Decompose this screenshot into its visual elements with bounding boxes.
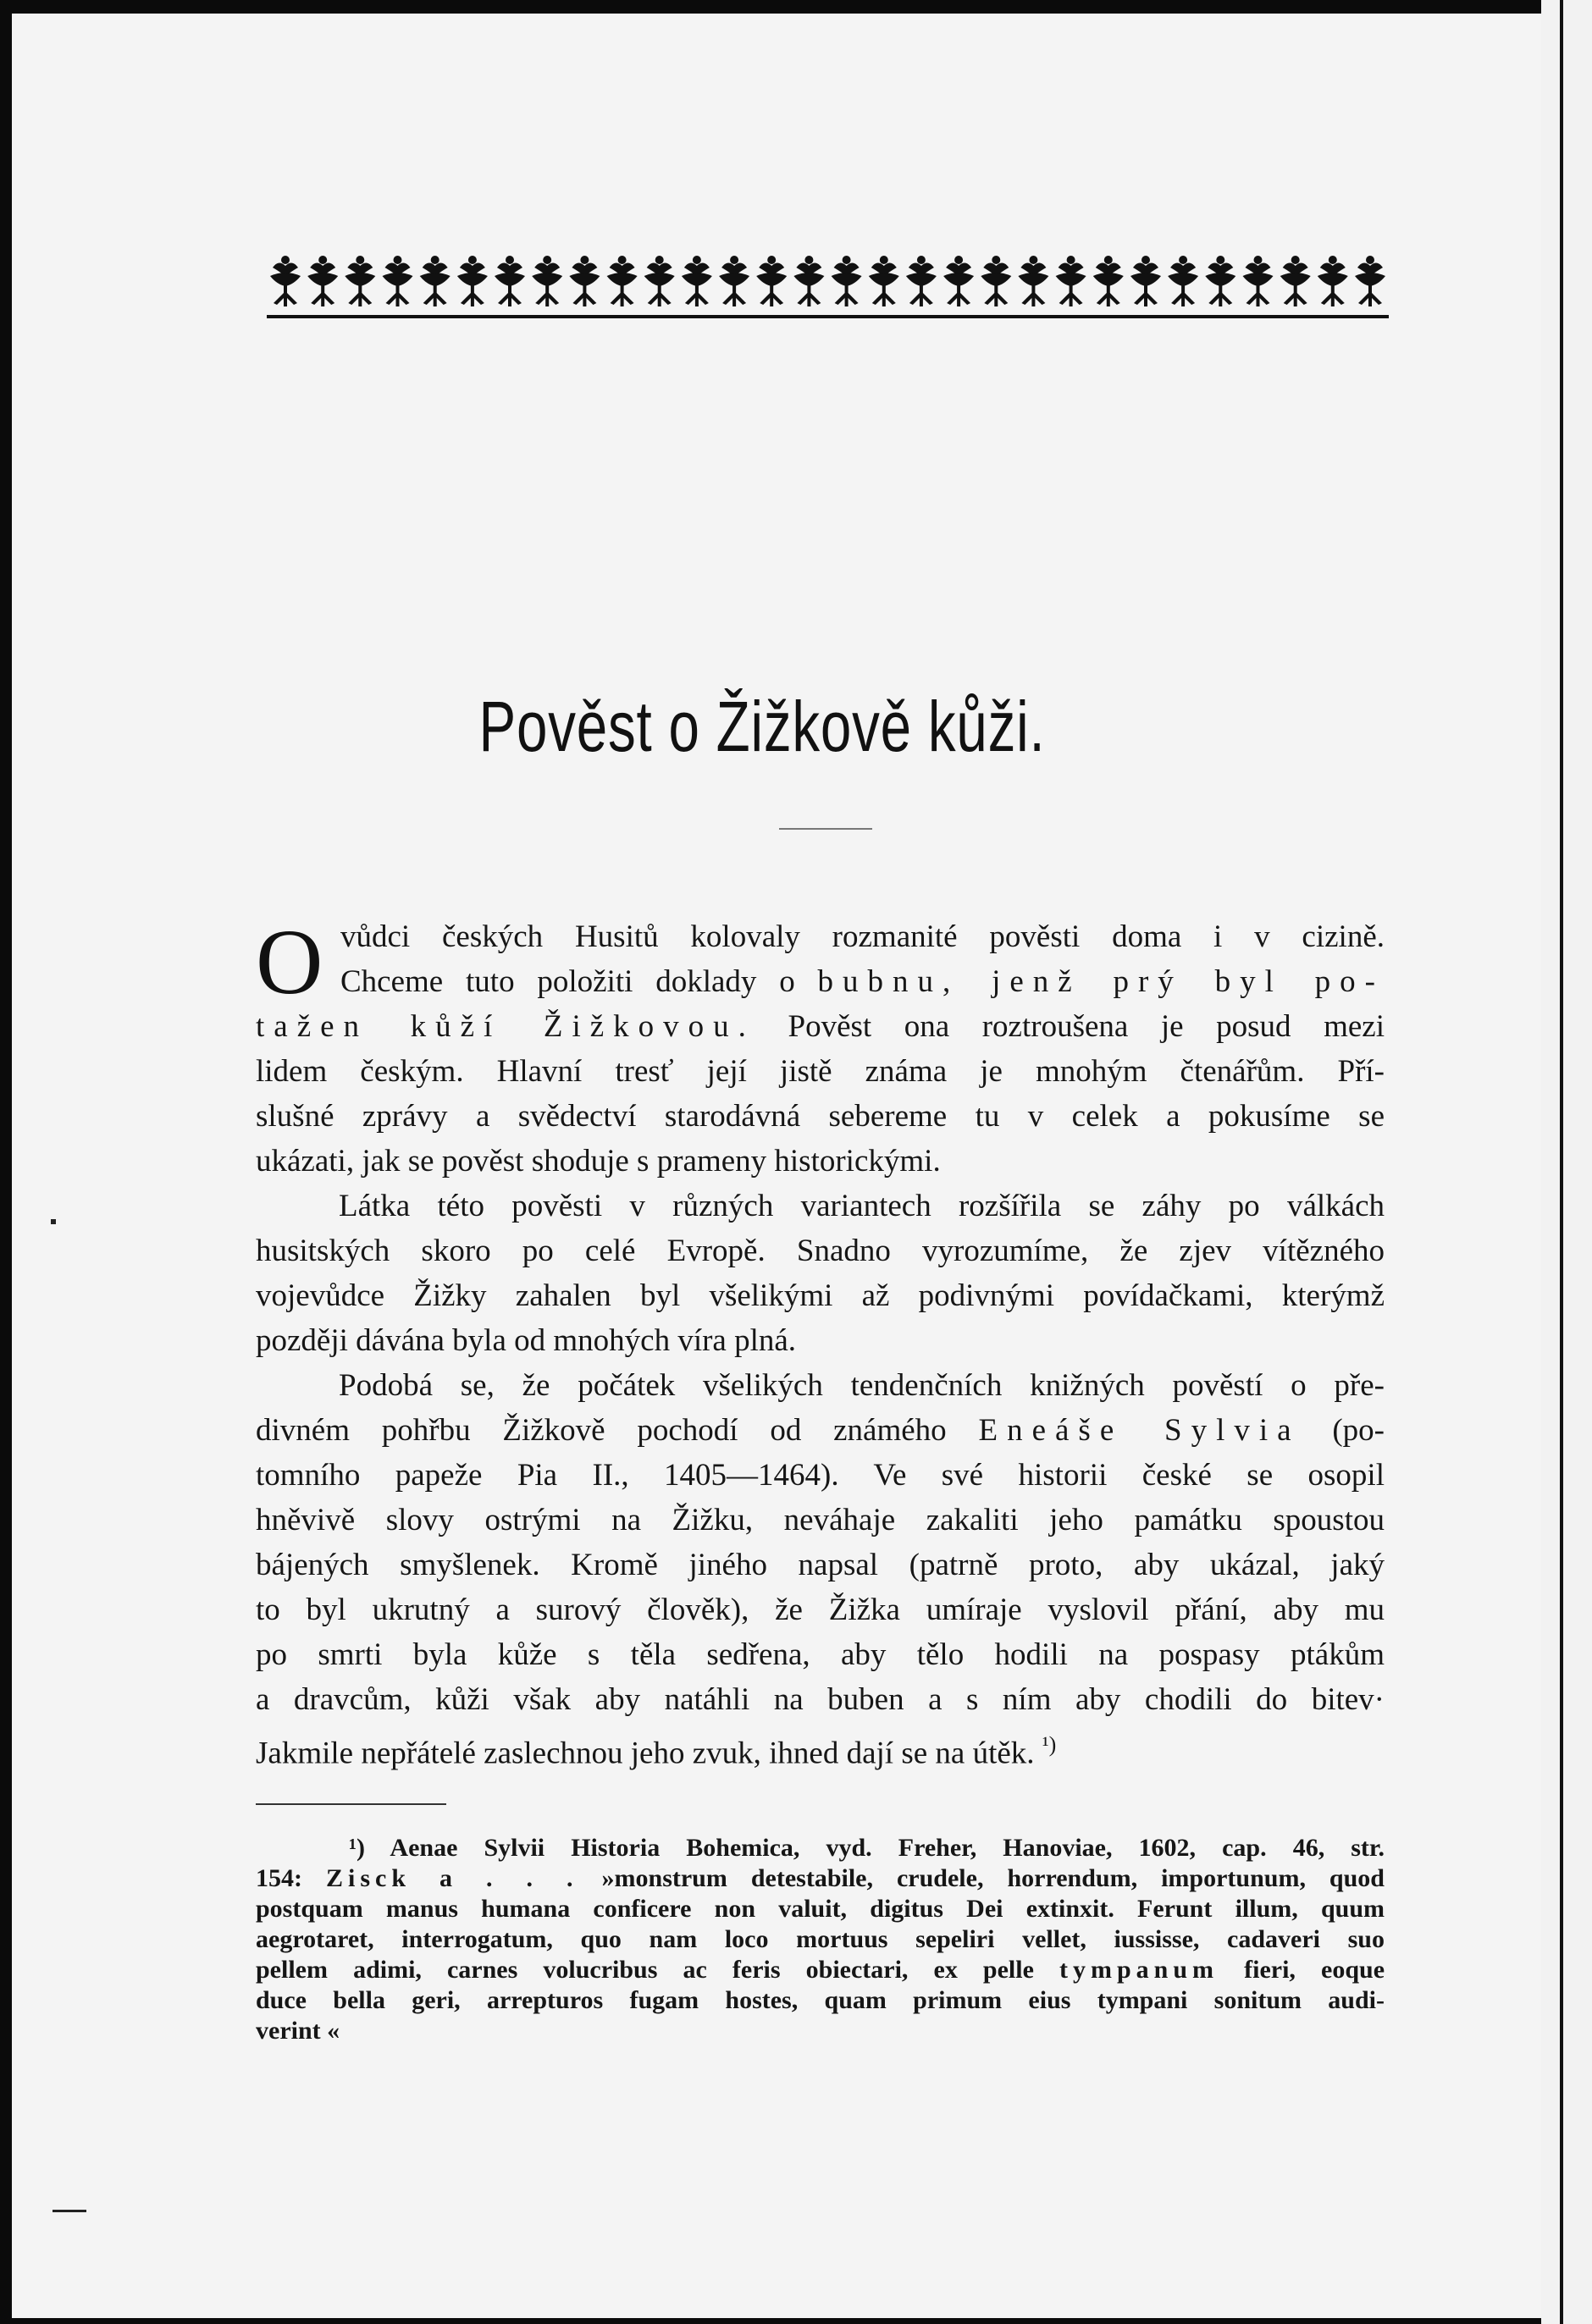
text-line: tomního papeže Pia II., 1405—1464). Ve své historii české se osopil xyxy=(256,1458,1385,1493)
text-line: ukázati, jak se pověst shoduje s prameny historickými. xyxy=(256,1144,941,1179)
spaced-text: Eneáše Sylvia xyxy=(978,1413,1301,1448)
ornament-flower xyxy=(1168,256,1198,306)
ornament-flower xyxy=(1093,256,1124,306)
ornament-flower xyxy=(607,256,638,306)
text-line: po smrti byla kůže s těla sedřena, aby tělo hodili na pospasy ptákům xyxy=(256,1637,1385,1672)
text-line: hněvivě slovy ostrými na Žižku, neváhaje zakaliti jeho památku spoustou xyxy=(256,1503,1385,1537)
ornament-flower xyxy=(457,256,488,306)
ornament-flower xyxy=(1130,256,1161,306)
ornament-flower xyxy=(644,256,675,306)
text-run: divném pohřbu Žižkově pochodí od známého xyxy=(256,1413,947,1448)
ornament-flower xyxy=(532,256,562,306)
ornament-flower xyxy=(383,256,413,306)
spaced-text: tažen kůží Žižkovou. xyxy=(256,1009,755,1044)
ornament-flower xyxy=(1243,256,1274,306)
ornament-flower xyxy=(869,256,899,306)
footnote-line xyxy=(256,1863,1385,1894)
text-line: později dávána byla od mnohých víra plná. xyxy=(256,1323,797,1358)
ornament-flower xyxy=(756,256,787,306)
text-run: fieri, eoque xyxy=(1244,1956,1385,1984)
ornament-border xyxy=(267,244,1389,320)
drop-cap: O xyxy=(256,910,323,1013)
paragraph-2 xyxy=(256,1184,1385,1363)
footnote-line xyxy=(256,1955,1385,1985)
text-line: Látka této pověsti v různých variantech rozšířila se záhy po válkách xyxy=(339,1189,1385,1223)
ornament-flower xyxy=(1056,256,1086,306)
ornament-flower xyxy=(1280,256,1311,306)
ornament-flower xyxy=(307,256,338,306)
ornament-flower xyxy=(345,256,375,306)
spaced-text: Zisck a . . . xyxy=(326,1864,578,1892)
ornament-flower xyxy=(1318,256,1348,306)
footnote-divider xyxy=(256,1803,446,1805)
footnote-line: duce bella geri, arrepturos fugam hostes, quam primum eius tympani sonitum audi- xyxy=(256,1986,1385,2014)
text-line xyxy=(256,1408,1385,1453)
spaced-text: tympanum xyxy=(1059,1956,1219,1984)
text-line: to byl ukrutný a surový člověk), že Žižka umíraje vyslovil přání, aby mu xyxy=(256,1593,1385,1627)
text-run: (po- xyxy=(1332,1413,1385,1448)
paragraph-1 xyxy=(256,910,1385,1184)
ornament-flower xyxy=(1355,256,1385,306)
spaced-text: bubnu, jenž prý byl po- xyxy=(817,964,1385,999)
ornament-flower xyxy=(270,256,301,306)
scan-speck xyxy=(51,1219,56,1224)
text-run: Jakmile nepřátelé zaslechnou jeho zvuk, ihned dají se na útěk. xyxy=(256,1736,1035,1771)
text-line: husitských skoro po celé Evropě. Snadno vyrozumíme, že zjev vítězného xyxy=(256,1234,1385,1268)
ornament-flower xyxy=(793,256,824,306)
text-run: Pověst ona roztroušena je posud mezi xyxy=(788,1009,1385,1044)
footnote-line: ¹) Aenae Sylvii Historia Bohemica, vyd. Freher, Hanoviae, 1602, cap. 46, str. xyxy=(349,1834,1385,1862)
ornament-flower xyxy=(832,256,862,306)
ornament-flower xyxy=(719,256,749,306)
scan-edge xyxy=(1541,0,1592,2324)
ornament-flower xyxy=(1018,256,1048,306)
page-title: Pověst o Žižkově kůži. xyxy=(478,687,1046,766)
ornament-flower xyxy=(906,256,937,306)
text-line: a dravcům, kůži však aby natáhli na buben a s ním aby chodili do bitev· xyxy=(256,1682,1385,1717)
footnote-line: aegrotaret, interrogatum, quo nam loco mortuus sepeliri vellet, iussisse, cadaveri suo xyxy=(256,1925,1385,1953)
text-run: 154: xyxy=(256,1864,302,1892)
ornament-flower xyxy=(981,256,1011,306)
text-line: slušné zprávy a svědectví starodávná sebereme tu v celek a pokusíme se xyxy=(256,1099,1385,1134)
text-line: vojevůdce Žižky zahalen byl všelikými až podivnými povídačkami, kterýmž xyxy=(256,1278,1385,1313)
text-line: lidem českým. Hlavní tresť její jistě známa je mnohým čtenářům. Pří- xyxy=(256,1054,1385,1089)
ornament-flower xyxy=(682,256,712,306)
ornament-flower xyxy=(495,256,525,306)
ornament-flower xyxy=(943,256,974,306)
text-run: Chceme tuto položiti doklady o xyxy=(340,964,795,999)
text-line xyxy=(256,1722,1385,1771)
paragraph-3 xyxy=(256,1363,1385,1771)
footnote xyxy=(256,1833,1385,2046)
text-line: Podobá se, že počátek všelikých tendenčních knižných pověstí o pře- xyxy=(339,1368,1385,1403)
text-run: »monstrum detestabile, crudele, horrendum, importunum, quod xyxy=(601,1864,1385,1892)
text-line xyxy=(256,1004,1385,1049)
text-line: vůdci českých Husitů kolovaly rozmanité pověsti doma i v cizině. xyxy=(340,919,1385,954)
text-line: bájených smyšlenek. Kromě jiného napsal (patrně proto, aby ukázal, jaký xyxy=(256,1548,1385,1582)
text-run: pellem adimi, carnes volucribus ac feris obiectari, ex pelle xyxy=(256,1956,1034,1984)
footnote-ref[interactable]: ¹) xyxy=(1042,1732,1057,1757)
ornament-flower xyxy=(569,256,600,306)
footnote-line: verint « xyxy=(256,2017,340,2045)
title-divider xyxy=(779,828,872,830)
footnote-line: postquam manus humana conficere non valuit, digitus Dei extinxit. Ferunt illum, quum xyxy=(256,1895,1385,1923)
ornament-flower xyxy=(1205,256,1235,306)
body-text xyxy=(256,910,1385,1771)
ornament-flower xyxy=(420,256,451,306)
text-line xyxy=(256,959,1385,1004)
scan-speck xyxy=(53,2210,86,2212)
